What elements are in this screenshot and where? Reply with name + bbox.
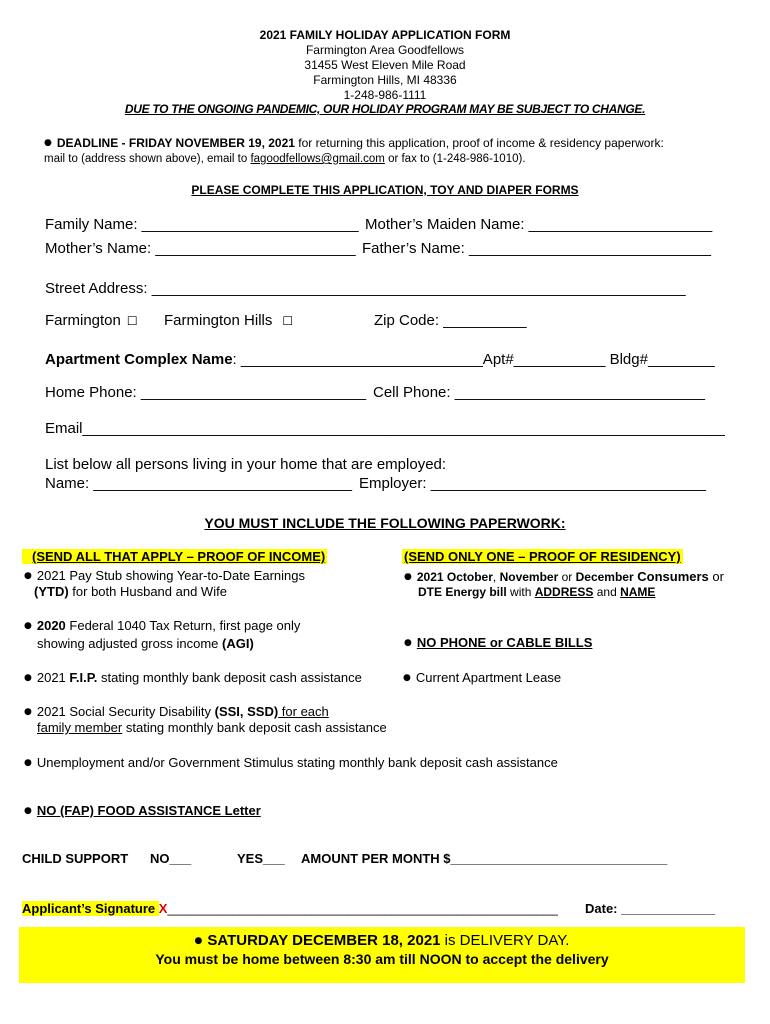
paperwork-heading: YOU MUST INCLUDE THE FOLLOWING PAPERWORK: (204, 515, 566, 531)
deadline-text: for returning this application, proof of income & residency paperwork: (294, 136, 664, 150)
utility-month: November (499, 570, 559, 584)
farmington-hills-checkbox[interactable]: ☐ (282, 314, 294, 328)
mothers-maiden-name-field[interactable]: Mother’s Maiden Name: ______________________ (365, 216, 713, 233)
deadline-contact-suffix: or fax to (1-248-986-1010). (384, 153, 526, 165)
employer-field[interactable]: Employer: _________________________________ (359, 475, 706, 492)
fip-text-2: stating monthly bank deposit cash assistance (97, 670, 362, 685)
mothers-name-field[interactable]: Mother’s Name: ________________________ (45, 240, 356, 257)
delivery-line-2: You must be home between 8:30 am till NOON to accept the delivery (155, 951, 609, 967)
apartment-label: Apartment Complex Name (45, 351, 233, 368)
bullet-icon: ● (24, 571, 32, 581)
org-phone: 1-248-986-1111 (343, 88, 427, 102)
ssi-text-2: stating monthly bank deposit cash assistance (122, 720, 387, 735)
signature-field[interactable] (22, 901, 558, 916)
utility-month: December (575, 570, 634, 584)
tax-text: Federal 1040 Tax Return, first page only (65, 618, 301, 633)
ssi-for-each: for each (278, 704, 329, 719)
income-item-unemployment (24, 755, 558, 770)
pandemic-notice: DUE TO THE ONGOING PANDEMIC, OUR HOLIDAY PROGRAM MAY BE SUBJECT TO CHANGE. (124, 102, 646, 116)
farmington-label: Farmington (45, 312, 121, 329)
income-item-ssi-line2 (22, 720, 387, 735)
address-label: ADDRESS (534, 585, 594, 599)
form-title: 2021 FAMILY HOLIDAY APPLICATION FORM (259, 28, 511, 42)
income-item-ssi (24, 704, 329, 719)
dte-label: DTE Energy bill (418, 585, 507, 599)
farmington-hills-label: Farmington Hills (164, 312, 273, 329)
family-name-field[interactable]: Family Name: __________________________ (45, 216, 359, 233)
deadline-contact-prefix: mail to (address shown above), email to (44, 153, 251, 165)
fip-text: 2021 (36, 670, 70, 685)
residency-item-utility (404, 569, 724, 584)
ssi-text: 2021 Social Security Disability (36, 704, 215, 719)
instruction: PLEASE COMPLETE THIS APPLICATION, TOY AND DIAPER FORMS (191, 183, 579, 197)
child-support-yes[interactable]: YES___ (237, 851, 285, 866)
fathers-name-field[interactable]: Father’s Name: _____________________________ (362, 240, 711, 257)
sep: with (506, 585, 535, 599)
child-support-no[interactable]: NO___ (150, 851, 192, 866)
cell-phone-field[interactable]: Cell Phone: ______________________________ (373, 384, 705, 401)
no-fap-text: NO (FAP) FOOD ASSISTANCE Letter (36, 803, 261, 818)
income-item-tax (24, 618, 300, 633)
email-field[interactable]: Email_____________________________________________________________________________ (45, 420, 725, 437)
tax-year: 2020 (36, 618, 66, 633)
income-item-fip (24, 670, 362, 685)
utility-provider: Consumers (633, 569, 709, 584)
bullet-icon: ● (24, 621, 32, 631)
delivery-is: is DELIVERY DAY. (440, 932, 570, 949)
child-support-amount[interactable]: AMOUNT PER MONTH $______________________________ (301, 851, 668, 866)
lease-text: Current Apartment Lease (415, 670, 562, 685)
employed-intro: List below all persons living in your home that are employed: (45, 456, 447, 473)
tax-text-2: showing adjusted gross income (37, 636, 222, 651)
fip-label: F.I.P. (69, 670, 98, 685)
income-heading: (SEND ALL THAT APPLY – PROOF OF INCOME) (22, 549, 327, 564)
income-item-tax-line2 (37, 636, 254, 651)
farmington-hills-option[interactable] (164, 312, 293, 329)
income-item-paystub (24, 568, 305, 583)
bullet-icon: ● (24, 673, 32, 683)
deadline-contact (44, 153, 526, 165)
no-phone-cable (404, 635, 592, 650)
bullet-icon: ● (44, 138, 52, 148)
email-link[interactable]: fagoodfellows@gmail.com (250, 153, 385, 165)
delivery-notice (19, 927, 745, 983)
org-city: Farmington Hills, MI 48336 (313, 73, 457, 87)
utility-month: 2021 October (416, 570, 493, 584)
delivery-line-1 (19, 932, 745, 949)
employee-name-field[interactable]: Name: _______________________________ (45, 475, 352, 492)
sep: or (708, 569, 724, 584)
bullet-icon: ● (24, 758, 32, 768)
farmington-option[interactable] (45, 312, 138, 329)
name-label: NAME (620, 585, 656, 599)
sep: and (593, 585, 621, 599)
residency-item-lease (403, 670, 561, 685)
bullet-icon: ● (24, 707, 32, 717)
date-field[interactable]: Date: _____________ (585, 901, 716, 916)
paystub-text-2: for both Husband and Wife (68, 584, 227, 599)
bullet-icon: ● (404, 572, 412, 582)
bullet-icon: ● (194, 936, 203, 946)
deadline-line (44, 136, 664, 150)
apartment-rest: : _____________________________Apt#___________ Bldg#________ (232, 351, 715, 368)
no-phone-cable-text: NO PHONE or CABLE BILLS (416, 635, 593, 650)
bullet-icon: ● (403, 673, 411, 683)
org-name: Farmington Area Goodfellows (305, 43, 465, 57)
zip-code-field[interactable]: Zip Code: __________ (374, 312, 527, 329)
ssi-family-member: family member (37, 720, 123, 735)
paystub-text: 2021 Pay Stub showing Year-to-Date Earnings (36, 568, 305, 583)
farmington-checkbox[interactable]: ☐ (126, 314, 138, 328)
bullet-icon: ● (404, 638, 412, 648)
ssi-label: (SSI, SSD) (214, 704, 279, 719)
street-address-field[interactable]: Street Address: ________________________________________________________________ (45, 280, 686, 297)
residency-heading: (SEND ONLY ONE – PROOF OF RESIDENCY) (404, 549, 681, 564)
unemployment-text: Unemployment and/or Government Stimulus stating monthly bank deposit cash assistance (36, 755, 558, 770)
sep: or (558, 570, 576, 584)
agi-label: (AGI) (222, 636, 254, 651)
ytd-label: (YTD) (34, 584, 69, 599)
home-phone-field[interactable]: Home Phone: ___________________________ (45, 384, 367, 401)
income-item-paystub-line2 (34, 584, 227, 599)
deadline-label: DEADLINE - FRIDAY NOVEMBER 19, 2021 (56, 136, 295, 150)
signature-label: Applicant’s Signature (22, 901, 159, 916)
bullet-icon: ● (24, 806, 32, 816)
delivery-date: SATURDAY DECEMBER 18, 2021 (207, 932, 441, 949)
sep: , (492, 570, 500, 584)
apartment-field[interactable] (45, 351, 715, 368)
org-street: 31455 West Eleven Mile Road (304, 58, 466, 72)
signature-x: X (158, 901, 168, 916)
residency-item-utility-line2 (418, 585, 655, 599)
signature-line: ______________________________________________________ (167, 901, 558, 916)
income-item-no-fap (24, 803, 261, 818)
child-support-label: CHILD SUPPORT (22, 851, 129, 866)
